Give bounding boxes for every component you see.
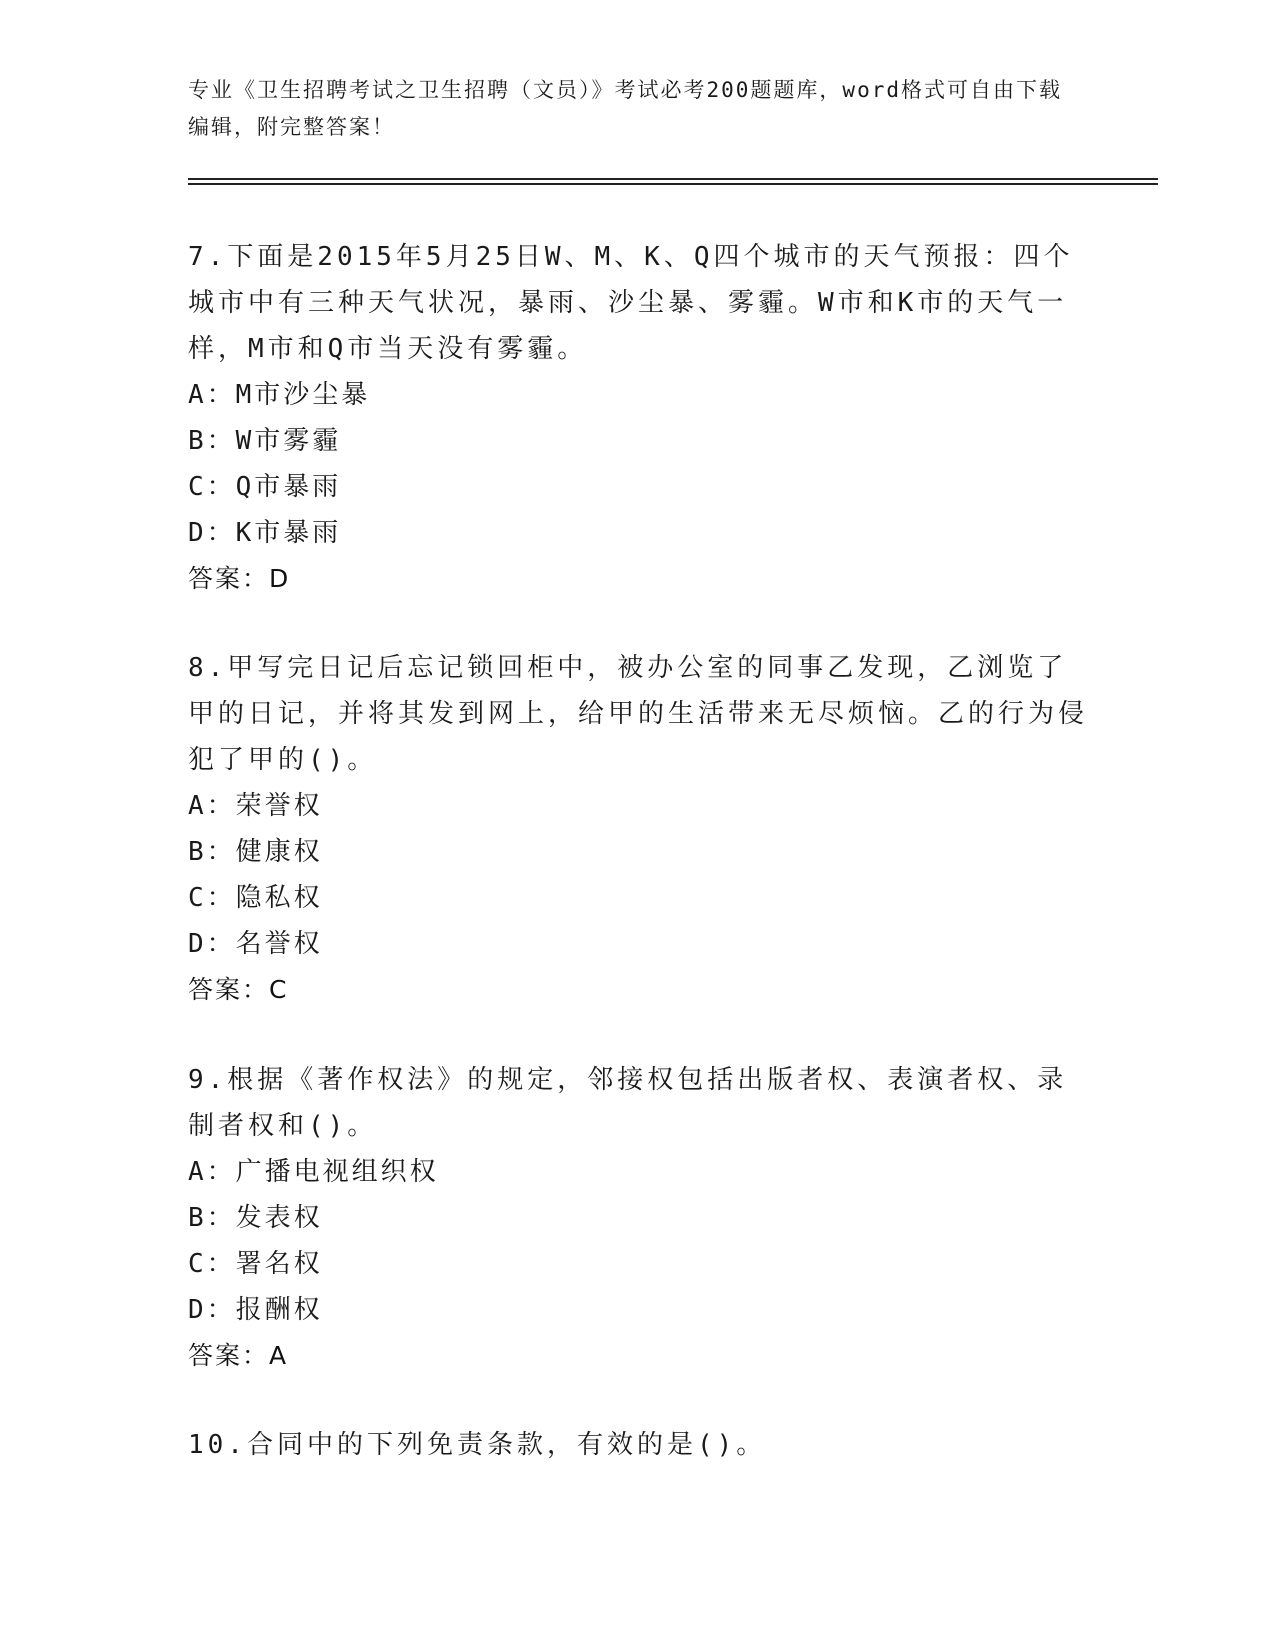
option-d: D：报酬权	[188, 1295, 323, 1325]
option-b: B：发表权	[188, 1203, 323, 1233]
question-7	[188, 234, 1088, 602]
document-header: 专业《卫生招聘考试之卫生招聘（文员）》考试必考200题题库，word格式可自由下载编辑，附完整答案！	[188, 78, 1062, 139]
option-a: A：荣誉权	[188, 791, 323, 821]
option-c: C：隐私权	[188, 883, 323, 913]
answer: 答案：A	[188, 1341, 289, 1370]
option-b: B：健康权	[188, 837, 323, 867]
option-d: D：K市暴雨	[188, 518, 342, 548]
header-divider-top	[188, 178, 1158, 180]
option-a: A：广播电视组织权	[188, 1157, 439, 1187]
answer: 答案：D	[188, 564, 291, 593]
answer: 答案：C	[188, 975, 289, 1004]
option-a: A：M市沙尘暴	[188, 380, 371, 410]
question-stem: 9.根据《著作权法》的规定，邻接权包括出版者权、表演者权、录制者权和()。	[188, 1065, 1068, 1141]
question-stem: 7.下面是2015年5月25日W、M、K、Q四个城市的天气预报：四个城市中有三种天气状况，暴雨、沙尘暴、雾霾。W市和K市的天气一样，M市和Q市当天没有雾霾。	[188, 242, 1074, 364]
option-d: D：名誉权	[188, 929, 323, 959]
option-c: C：署名权	[188, 1249, 323, 1279]
question-8	[188, 645, 1088, 1013]
question-stem: 10.合同中的下列免责条款，有效的是()。	[188, 1430, 767, 1460]
option-c: C：Q市暴雨	[188, 472, 342, 502]
question-stem: 8.甲写完日记后忘记锁回柜中，被办公室的同事乙发现，乙浏览了甲的日记，并将其发到网上，给甲的生活带来无尽烦恼。乙的行为侵犯了甲的()。	[188, 653, 1089, 775]
header-divider-bottom	[188, 183, 1158, 185]
question-10	[188, 1422, 1088, 1468]
question-9	[188, 1057, 1088, 1379]
option-b: B：W市雾霾	[188, 426, 342, 456]
